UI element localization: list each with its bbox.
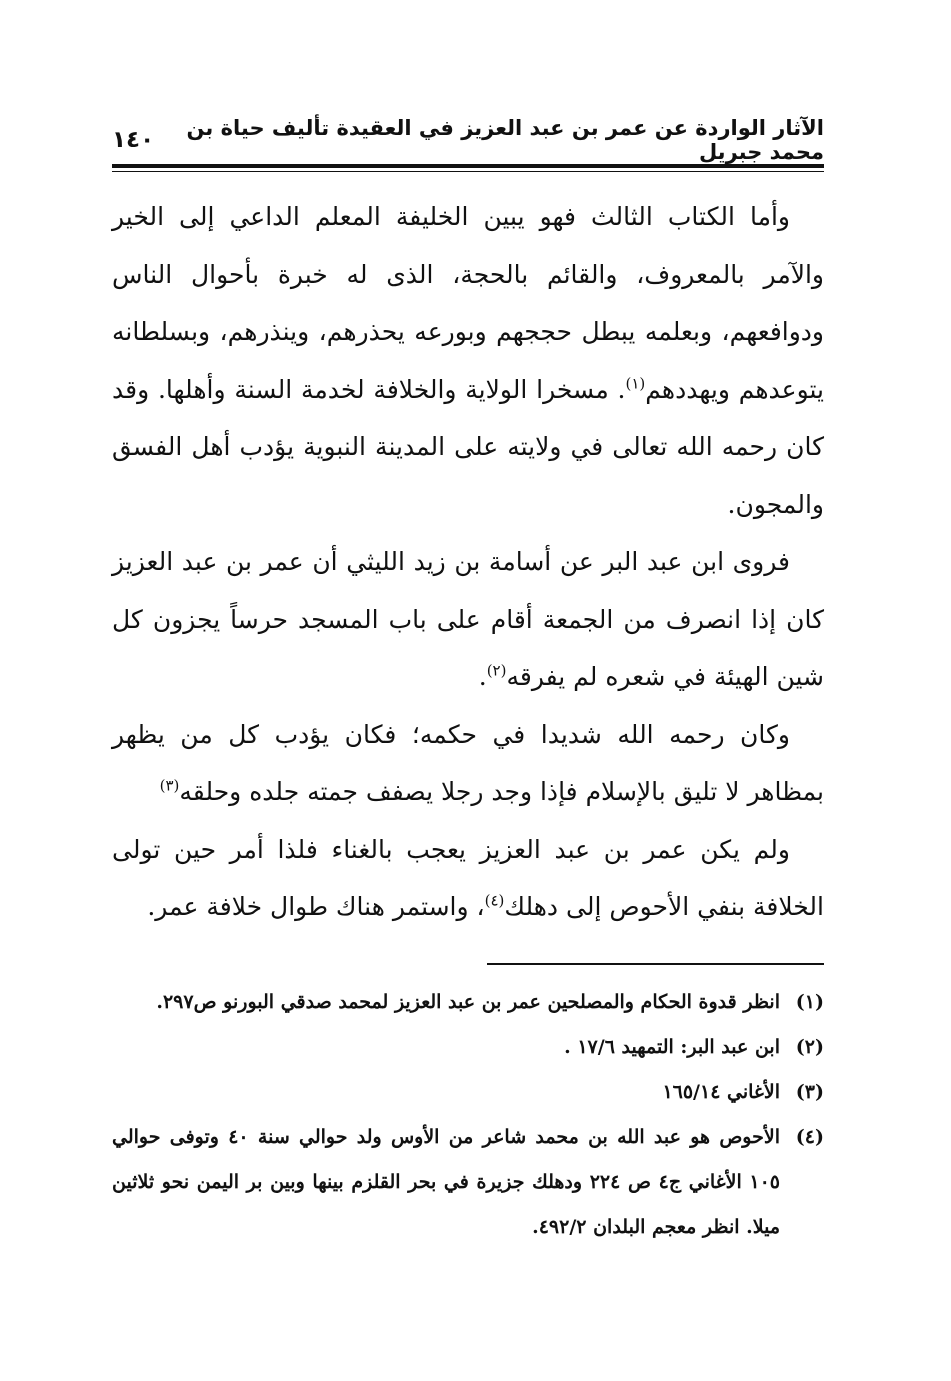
footnote-3 (112, 1070, 824, 1115)
paragraph-tail: ، واستمر هناك طوال خلافة عمر. (147, 892, 485, 921)
footnote-ref-3: (٣) (159, 776, 180, 795)
body-text (112, 188, 824, 936)
paragraph-text: فروى ابن عبد البر عن أسامة بن زيد الليثي أن عمر بن عبد العزيز كان إذا انصرف من الجمعة أقام على باب المسجد حرساً يجزون كل شين الهيئة في شعره لم يفرقه (112, 547, 824, 691)
footnote-number: (١) (795, 991, 824, 1013)
footnote-text: الأغاني ١٦٥/١٤ (662, 1081, 780, 1103)
footnote-ref-1: (١) (625, 374, 646, 393)
footnote-number: (٣) (795, 1081, 824, 1103)
paragraph-text: ولم يكن عمر بن عبد العزيز يعجب بالغناء فلذا أمر حين تولى الخلافة بنفي الأحوص إلى دهلك (112, 834, 824, 921)
footnote-text: ابن عبد البر: التمهيد ١٧/٦ . (564, 1036, 780, 1058)
footnote-text: الأحوص هو عبد الله بن محمد شاعر من الأوس ولد حوالي سنة ٤٠ وتوفى حوالي ١٠٥ الأغاني ج٤ ص ٢٢٤ ودهلك جزيرة في بحر القلزم بينها وبين بر اليمن نحو ثلاثين ميلا. انظر معجم البلدان ٤٩٢/٢. (112, 1126, 781, 1238)
paragraph-4 (112, 821, 824, 936)
footnote-ref-2: (٢) (486, 661, 507, 680)
header-rule-thick (112, 164, 824, 168)
paragraph-tail: . مسخرا الولاية والخلافة لخدمة السنة وأهلها. وقد كان رحمه الله تعالى في ولايته على المدينة النبوية يؤدب أهل الفسق والمجون. (112, 374, 824, 519)
footnote-1 (112, 980, 824, 1025)
footnote-2 (112, 1025, 824, 1070)
paragraph-3 (112, 706, 824, 821)
footnote-text: انظر قدوة الحكام والمصلحين عمر بن عبد العزيز لمحمد صدقي البورنو ص٢٩٧. (156, 991, 780, 1013)
footnote-ref-4: (٤) (484, 891, 505, 910)
header-rule-thin (112, 171, 824, 172)
footnotes (112, 980, 824, 1250)
paragraph-1 (112, 188, 824, 533)
running-header (112, 118, 824, 162)
running-title: الآثار الواردة عن عمر بن عبد العزيز في العقيدة تأليف حياة بن محمد جبريل (186, 116, 824, 164)
footnote-4 (112, 1115, 824, 1250)
footnote-number: (٤) (795, 1126, 824, 1148)
paragraph-tail: . (478, 662, 487, 691)
footnote-number: (٢) (795, 1036, 824, 1058)
paragraph-2 (112, 533, 824, 706)
paragraph-text: وأما الكتاب الثالث فهو يبين الخليفة المعلم الداعي إلى الخير والآمر بالمعروف، والقائم بالحجة، الذى له خبرة بأحوال الناس ودوافعهم، وبعلمه يبطل حججهم وبورعه يحذرهم، وينذرهم، وبسلطانه يتوعدهم ويهددهم (112, 202, 824, 404)
page-number: ١٤٠ (112, 127, 155, 153)
paragraph-text: وكان رحمه الله شديدا في حكمه؛ فكان يؤدب كل من يظهر بمظاهر لا تليق بالإسلام فإذا وجد رجلا يصفف جمته جلده وحلقه (112, 719, 824, 806)
footnote-separator (487, 963, 824, 965)
